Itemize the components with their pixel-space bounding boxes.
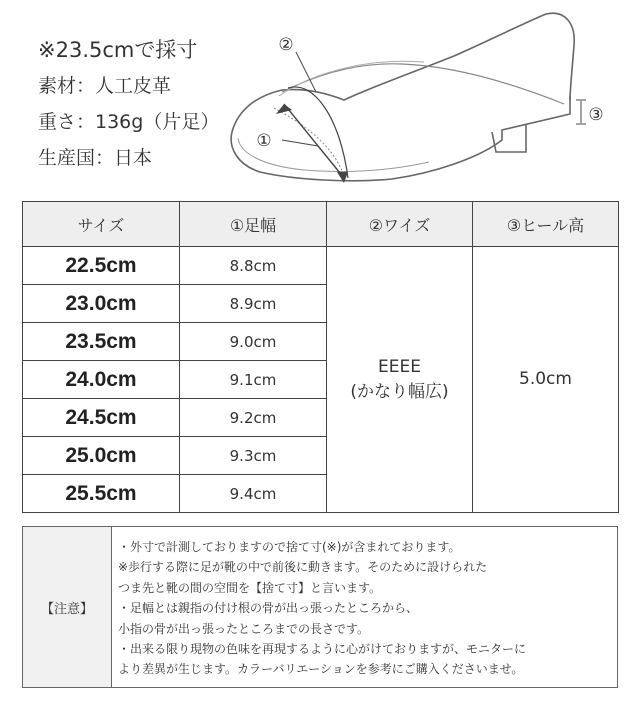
width-cell: 9.4cm bbox=[180, 475, 327, 513]
width-cell: 9.1cm bbox=[180, 361, 327, 399]
caution-line: ・外寸で計測しておりますので捨て寸(※)が含まれております。 bbox=[118, 540, 461, 554]
size-table bbox=[22, 201, 619, 513]
caution-line: つま先と靴の間の空間を【捨て寸】と言います。 bbox=[118, 580, 382, 595]
size-cell: 22.5cm bbox=[23, 247, 180, 285]
heel-cell: 5.0cm bbox=[473, 247, 619, 513]
size-cell: 24.0cm bbox=[23, 361, 180, 399]
caution-body bbox=[112, 527, 617, 687]
width-cell: 9.0cm bbox=[180, 323, 327, 361]
width-cell: 8.9cm bbox=[180, 285, 327, 323]
width-cell: 9.2cm bbox=[180, 399, 327, 437]
shoe-illustration bbox=[224, 0, 624, 195]
marker-2: ② bbox=[278, 35, 294, 55]
table-row bbox=[23, 247, 619, 285]
size-cell: 25.5cm bbox=[23, 475, 180, 513]
caution-box bbox=[22, 526, 618, 688]
origin-text: 生産国：日本 bbox=[38, 147, 153, 169]
caution-line: より差異が生じます。カラーバリエーションを参考にご購入くださいませ。 bbox=[118, 662, 524, 677]
caution-label: 【注意】 bbox=[23, 527, 112, 687]
caution-line: ・出来る限り現物の色味を再現するように心がけておりますが、モニターに bbox=[118, 642, 527, 657]
weight-text: 重さ：136g（片足） bbox=[38, 111, 220, 133]
shoe-diagram bbox=[224, 0, 624, 195]
caution-line: ※歩行する際に足が靴の中で前後に動きます。そのために設けられた bbox=[118, 560, 488, 575]
material-text: 素材：人工皮革 bbox=[38, 75, 172, 97]
caution-line: ・足幅とは親指の付け根の骨が出っ張ったところから、 bbox=[118, 601, 419, 616]
header-foot-width: ①足幅 bbox=[180, 202, 327, 247]
header-wise: ②ワイズ bbox=[327, 202, 473, 247]
wise-note: (かなり幅広) bbox=[350, 381, 449, 402]
marker-1: ① bbox=[256, 131, 272, 151]
table-header-row bbox=[23, 202, 619, 247]
caution-line: 小指の骨が出っ張ったところまでの長さです。 bbox=[118, 621, 370, 636]
header-size: サイズ bbox=[23, 202, 180, 247]
size-cell: 23.0cm bbox=[23, 285, 180, 323]
marker-3: ③ bbox=[588, 105, 604, 125]
size-cell: 25.0cm bbox=[23, 437, 180, 475]
measure-note: ※23.5cmで採寸 bbox=[38, 38, 198, 62]
wise-value: EEEE bbox=[378, 356, 421, 377]
spec-list bbox=[38, 38, 219, 182]
width-cell: 8.8cm bbox=[180, 247, 327, 285]
size-cell: 24.5cm bbox=[23, 399, 180, 437]
size-cell: 23.5cm bbox=[23, 323, 180, 361]
width-cell: 9.3cm bbox=[180, 437, 327, 475]
wise-cell bbox=[327, 247, 473, 513]
header-heel: ③ヒール高 bbox=[473, 202, 619, 247]
